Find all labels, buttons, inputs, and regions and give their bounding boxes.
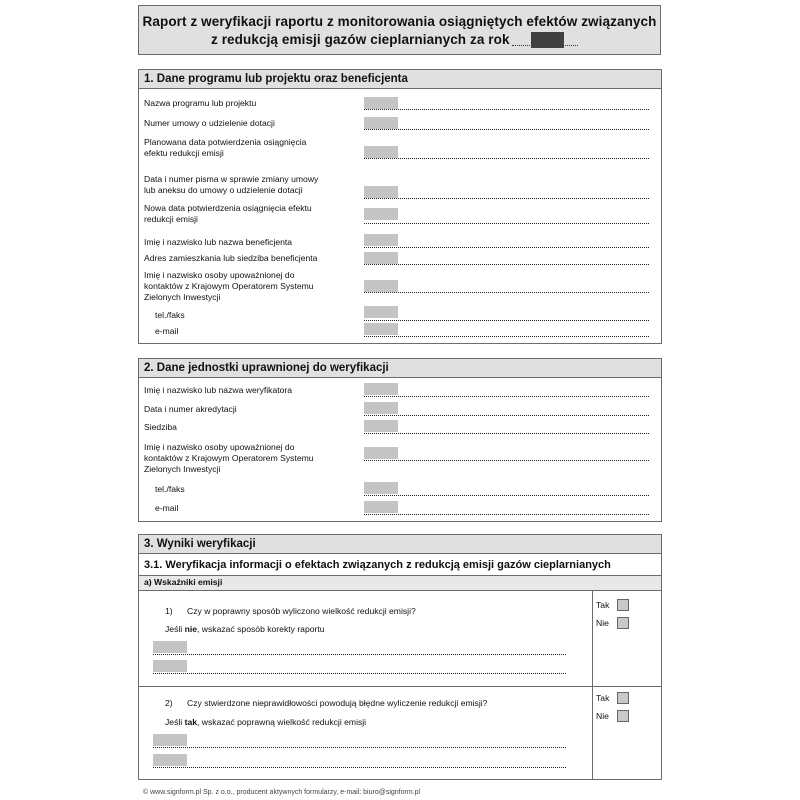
divider (139, 590, 661, 591)
label-contact-person-3: Zielonych Inwestycji (144, 292, 221, 302)
verifier-email-input[interactable] (364, 501, 398, 513)
verifier-name-line (364, 396, 649, 397)
q2-text: Czy stwierdzone nieprawidłowości powodują błędne wyliczenie redukcji emisji? (187, 698, 488, 708)
label-planned-date-1: Planowana data potwierdzenia osiągnięcia (144, 137, 307, 147)
contract-number-line (364, 129, 649, 130)
label-beneficiary-name: Imię i nazwisko lub nazwa beneficjenta (144, 237, 293, 247)
label-program-name: Nazwa programu lub projektu (144, 98, 257, 108)
q2-no-checkbox[interactable] (617, 710, 629, 722)
contact-person-input[interactable] (364, 280, 398, 292)
verifier-phone-input[interactable] (364, 482, 398, 494)
label-beneficiary-address: Adres zamieszkania lub siedziba beneficjenta (144, 253, 318, 263)
label-verifier-email: e-mail (155, 503, 179, 513)
new-date-line (364, 223, 649, 224)
phone-input[interactable] (364, 306, 398, 318)
beneficiary-address-input[interactable] (364, 252, 398, 264)
report-title-line2: z redukcją emisji gazów cieplarnianych za rok (211, 32, 510, 47)
label-verifier-phone: tel./faks (155, 484, 185, 494)
q2-number: 2) (165, 698, 173, 708)
verifier-email-line (364, 514, 649, 515)
q1-yes-label: Tak (596, 600, 610, 610)
label-new-date-1: Nowa data potwierdzenia osiągnięcia efektu (144, 203, 312, 213)
footer-copyright: © www.signform.pl Sp. z o.o., producent aktywnych formularzy, e-mail: biuro@signform.pl (143, 789, 421, 796)
section-1-heading: 1. Dane programu lub projektu oraz beneficjenta (139, 70, 661, 89)
beneficiary-name-line (364, 247, 649, 248)
accreditation-line (364, 415, 649, 416)
q2-yes-label: Tak (596, 693, 610, 703)
amendment-input[interactable] (364, 186, 398, 198)
q1-answer-line-2 (153, 673, 566, 674)
label-amendment-1: Data i numer pisma w sprawie zmiany umowy (144, 174, 319, 184)
contact-person-line (364, 292, 649, 293)
verifier-name-input[interactable] (364, 383, 398, 395)
q2-answer-line-1 (153, 747, 566, 748)
q1-answer-input-2[interactable] (153, 660, 187, 672)
section-3-1-heading: 3.1. Weryfikacja informacji o efektach związanych z redukcją emisji gazów cieplarnianych (144, 559, 611, 571)
verifier-contact-input[interactable] (364, 447, 398, 459)
planned-date-input[interactable] (364, 146, 398, 158)
label-verifier-contact-3: Zielonych Inwestycji (144, 464, 221, 474)
amendment-line (364, 198, 649, 199)
label-contact-person-1: Imię i nazwisko osoby upoważnionej do (144, 270, 295, 280)
verifier-contact-line (364, 460, 649, 461)
beneficiary-name-input[interactable] (364, 234, 398, 246)
q1-yes-checkbox[interactable] (617, 599, 629, 611)
section-3-heading: 3. Wyniki weryfikacji (139, 535, 661, 554)
label-contract-number: Numer umowy o udzielenie dotacji (144, 118, 275, 128)
q1-text: Czy w poprawny sposób wyliczono wielkość redukcji emisji? (187, 606, 416, 616)
email-line (364, 336, 649, 337)
q2-answer-input-1[interactable] (153, 734, 187, 746)
subsection-a-heading: a) Wskaźniki emisji (144, 577, 223, 587)
label-seat: Siedziba (144, 422, 177, 432)
program-name-line (364, 109, 649, 110)
q1-answer-line-1 (153, 654, 566, 655)
email-input[interactable] (364, 323, 398, 335)
seat-line (364, 433, 649, 434)
q2-answer-line-2 (153, 767, 566, 768)
q1-instruction: Jeśli nie, wskazać sposób korekty raportu (165, 624, 325, 634)
q2-yes-checkbox[interactable] (617, 692, 629, 704)
label-contact-person-2: kontaktów z Krajowym Operatorem Systemu (144, 281, 314, 291)
label-accreditation: Data i numer akredytacji (144, 404, 237, 414)
seat-input[interactable] (364, 420, 398, 432)
report-title-box (138, 5, 661, 55)
new-date-input[interactable] (364, 208, 398, 220)
accreditation-input[interactable] (364, 402, 398, 414)
q2-instruction: Jeśli tak, wskazać poprawną wielkość redukcji emisji (165, 717, 367, 727)
phone-line (364, 320, 649, 321)
planned-date-line (364, 158, 649, 159)
q2-no-label: Nie (596, 711, 609, 721)
section-1 (138, 69, 662, 344)
year-input[interactable] (531, 32, 564, 48)
answer-column-divider (592, 590, 593, 780)
question-divider (139, 686, 661, 687)
q1-number: 1) (165, 606, 173, 616)
section-2-heading: 2. Dane jednostki uprawnionej do weryfikacji (139, 359, 661, 378)
label-amendment-2: lub aneksu do umowy o udzielenie dotacji (144, 185, 303, 195)
q2-answer-input-2[interactable] (153, 754, 187, 766)
q1-no-label: Nie (596, 618, 609, 628)
label-email: e-mail (155, 326, 179, 336)
label-phone: tel./faks (155, 310, 185, 320)
label-verifier-name: Imię i nazwisko lub nazwa weryfikatora (144, 385, 293, 395)
label-verifier-contact-1: Imię i nazwisko osoby upoważnionej do (144, 442, 295, 452)
label-verifier-contact-2: kontaktów z Krajowym Operatorem Systemu (144, 453, 314, 463)
section-3 (138, 534, 662, 780)
contract-number-input[interactable] (364, 117, 398, 129)
q1-answer-input-1[interactable] (153, 641, 187, 653)
beneficiary-address-line (364, 264, 649, 265)
report-title-line1: Raport z weryfikacji raportu z monitorowania osiągniętych efektów związanych (142, 14, 657, 29)
label-new-date-2: redukcji emisji (144, 214, 198, 224)
q1-no-checkbox[interactable] (617, 617, 629, 629)
verifier-phone-line (364, 495, 649, 496)
section-2 (138, 358, 662, 522)
program-name-input[interactable] (364, 97, 398, 109)
label-planned-date-2: efektu redukcji emisji (144, 148, 224, 158)
